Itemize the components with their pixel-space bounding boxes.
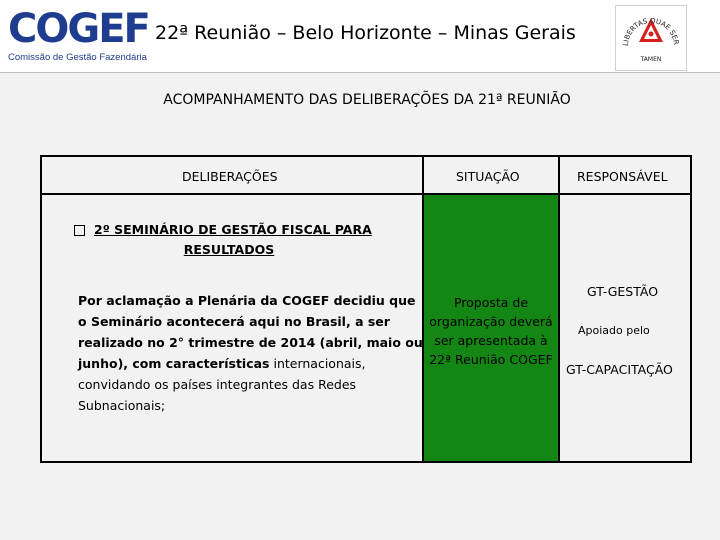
deliberations-table <box>40 155 692 463</box>
deliberation-text-normal: internacionais, convidando os países integrantes das Redes Subnacionais; <box>78 356 366 413</box>
header-situacao: SITUAÇÃO <box>456 169 520 184</box>
seal-motto: LIBERTAS QUAE SER <box>621 16 681 47</box>
deliberation-title <box>94 220 414 260</box>
responsible-secondary: GT-CAPACITAÇÃO <box>566 362 673 377</box>
logo-subtitle: Comissão de Gestão Fazendária <box>8 52 147 63</box>
header-divider <box>42 193 690 195</box>
column-divider-2 <box>558 157 560 461</box>
deliberation-text-bold: Por aclamação a Plenária da COGEF decidiu que o Seminário acontecerá aqui no Brasil, a ser realizado no 2° trimestre de 2014 (abril, maio ou junho), com características <box>78 293 423 371</box>
deliberation-title-line1: 2º SEMINÁRIO DE GESTÃO FISCAL PARA <box>94 222 372 237</box>
minas-gerais-seal-icon <box>615 5 687 71</box>
seal-tamen: TAMEN <box>640 56 662 63</box>
responsible-support-label: Apoiado pelo <box>578 324 650 337</box>
cogef-logo <box>6 6 149 68</box>
logo-word: COGEF <box>8 6 149 52</box>
section-subtitle: ACOMPANHAMENTO DAS DELIBERAÇÕES DA 21ª REUNIÃO <box>163 92 571 108</box>
deliberation-title-line2: RESULTADOS <box>183 242 275 257</box>
checkbox-icon <box>74 225 85 236</box>
situation-text: Proposta de organização deverá ser apresentada à 22ª Reunião COGEF <box>429 295 553 367</box>
header-responsavel: RESPONSÁVEL <box>577 169 668 184</box>
header-bar <box>0 0 720 73</box>
deliberation-text <box>78 290 424 416</box>
responsible-primary: GT-GESTÃO <box>587 284 659 299</box>
page-title: 22ª Reunião – Belo Horizonte – Minas Gerais <box>155 22 576 44</box>
header-deliberacoes: DELIBERAÇÕES <box>182 169 278 184</box>
